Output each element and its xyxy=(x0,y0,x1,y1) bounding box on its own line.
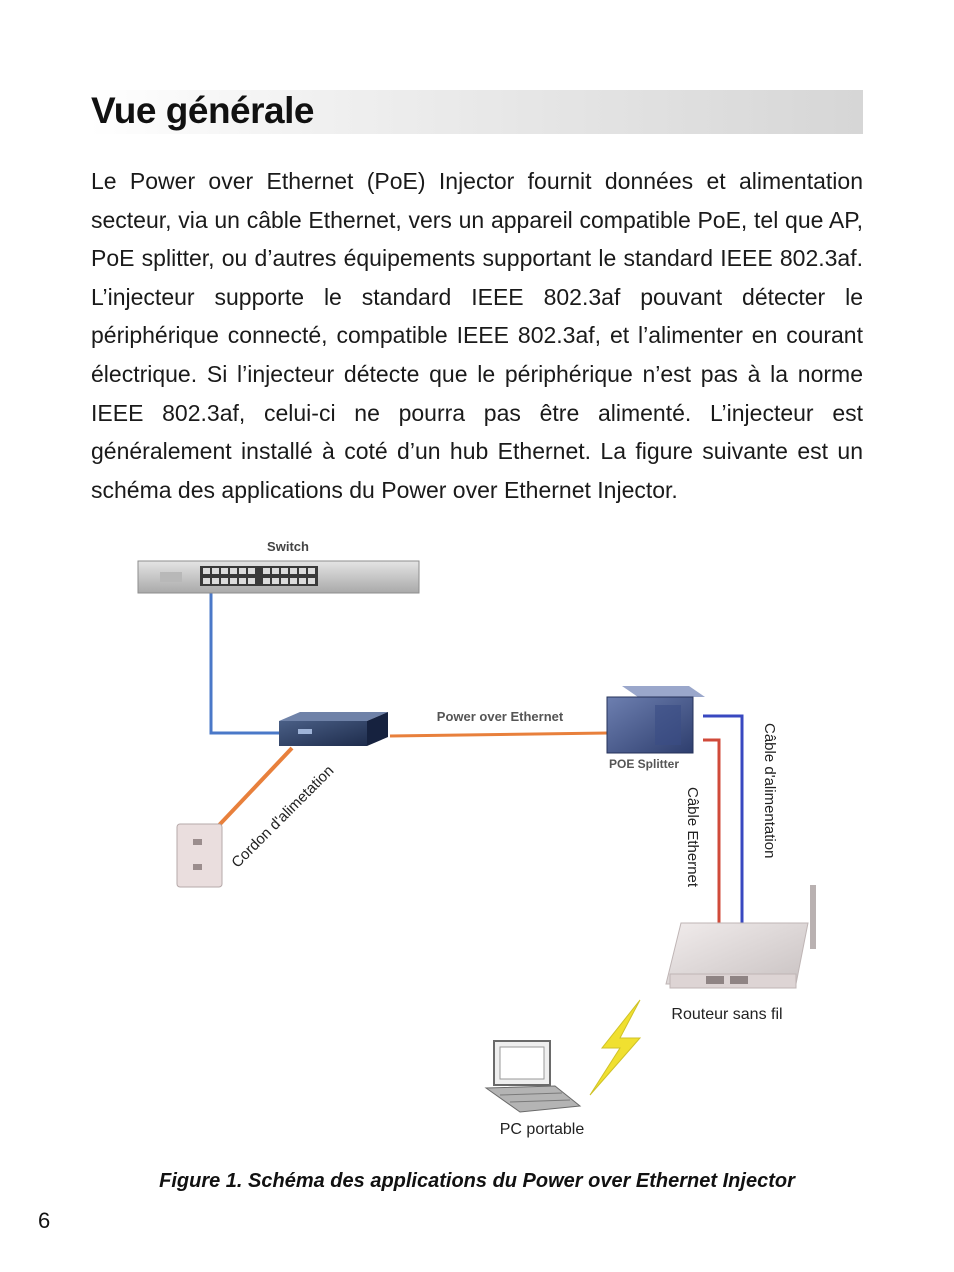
power-outlet-icon xyxy=(177,824,222,887)
switch-ethernet-cable xyxy=(211,592,282,733)
laptop-label: PC portable xyxy=(499,1121,585,1138)
lightning-icon xyxy=(590,1000,640,1095)
wireless-router-label: Routeur sans fil xyxy=(671,1006,783,1023)
poe-injector-icon xyxy=(279,712,388,746)
figure-caption: Figure 1. Schéma des applications du Power over Ethernet Injector xyxy=(159,1170,795,1192)
power-cable-label: Câble d'alimentation xyxy=(761,723,778,859)
power-over-ethernet-label: Power over Ethernet xyxy=(436,709,564,724)
page-number: 6 xyxy=(38,1208,51,1233)
poe-cable xyxy=(390,733,608,736)
switch-icon xyxy=(138,561,419,593)
ethernet-cable-line xyxy=(703,740,719,935)
intro-paragraph: Le Power over Ethernet (PoE) Injector fournit données et alimentation secteur, via un câble Ethernet, vers un appareil compatible PoE, tel que AP, PoE splitter, ou d’autres équipements supportant le standard IEEE 802.3af. L’injecteur supporte le standard IEEE 802.3af pouvant détecter le périphérique connecté, compatible IEEE 802.3af, et l’alimenter en courant électrique. Si l’injecteur détecte que le périphérique n’est pas à la norme IEEE 802.3af, celui-ci ne pourra pas être alimenté. L’injecteur est généralement installé à coté d’un hub Ethernet. La figure suivante est un schéma des applications du Power over Ethernet Injector. xyxy=(91,168,863,503)
power-cord-label: Cordon d'alimetation xyxy=(228,762,338,872)
power-cable-line xyxy=(703,716,742,925)
ethernet-cable-label: Câble Ethernet xyxy=(684,787,701,888)
poe-splitter-label: POE Splitter xyxy=(608,757,680,771)
switch-label: Switch xyxy=(267,539,309,554)
poe-splitter-icon xyxy=(607,686,705,753)
page-heading: Vue générale xyxy=(91,90,314,131)
laptop-icon xyxy=(486,1041,580,1112)
